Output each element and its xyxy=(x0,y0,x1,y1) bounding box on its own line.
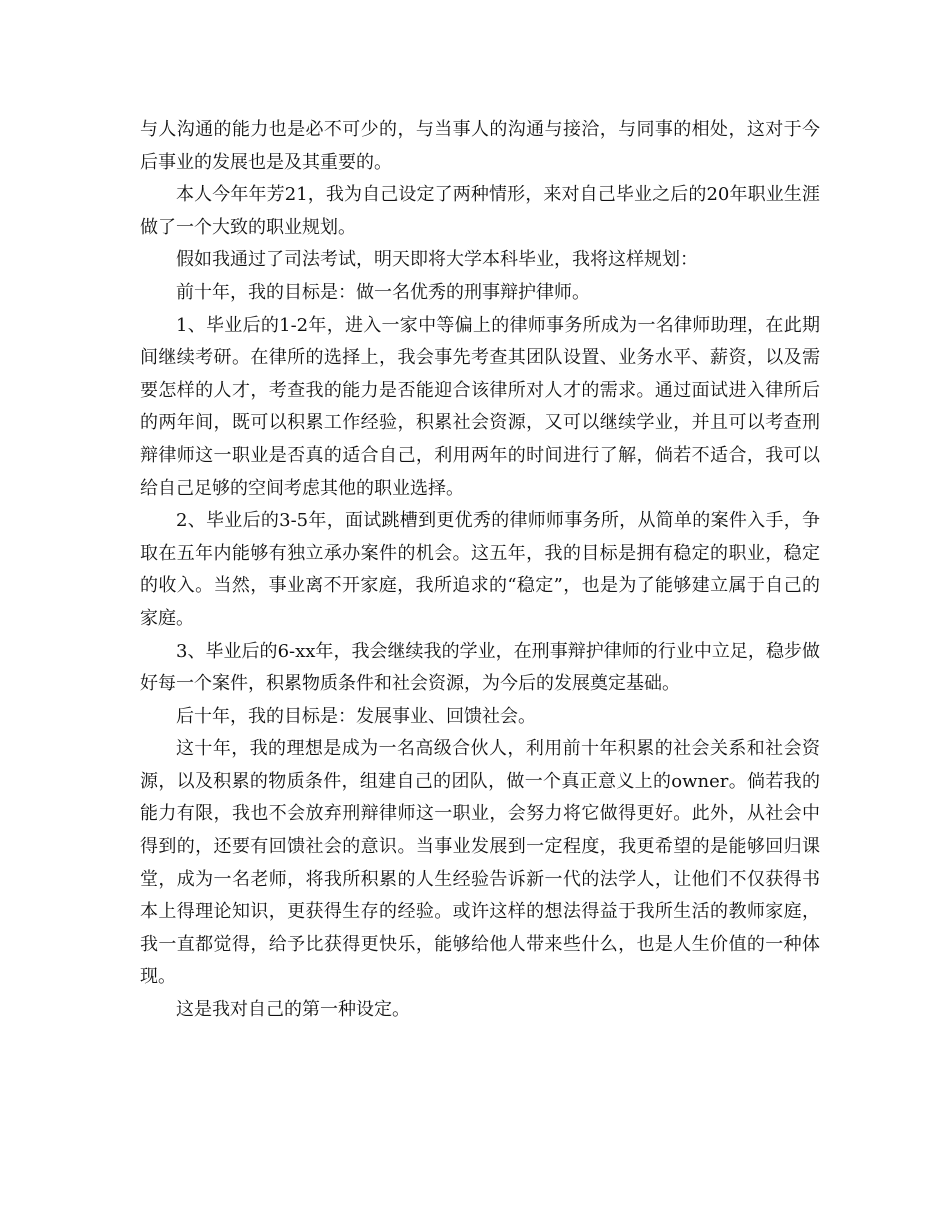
paragraph-plan-1: 1、毕业后的1-2年，进入一家中等偏上的律师事务所成为一名律师助理，在此期间继续考研。在律所的选择上，我会事先考查其团队设置、业务水平、薪资，以及需要怎样的人才，考查我的能力是否能迎合该律所对人才的需求。通过面试进入律所后的两年间，既可以积累工作经验，积累社会资源，又可以继续学业，并且可以考查刑辩律师这一职业是否真的适合自己，利用两年的时间进行了解，倘若不适合，我可以给自己足够的空间考虑其他的职业选择。 xyxy=(140,314,820,499)
document-body xyxy=(140,114,820,1027)
paragraph-assumption: 假如我通过了司法考试，明天即将大学本科毕业，我将这样规划： xyxy=(176,249,698,271)
paragraph-second-decade-goal: 后十年，我的目标是：发展事业、回馈社会。 xyxy=(176,705,536,727)
paragraph-communication: 与人沟通的能力也是必不可少的，与当事人的沟通与接洽，与同事的相处，这对于今后事业的发展也是及其重要的。 xyxy=(140,119,820,173)
paragraph-intro-age: 本人今年年芳21，我为自己设定了两种情形，来对自己毕业之后的20年职业生涯做了一个大致的职业规划。 xyxy=(140,184,820,238)
paragraph-first-decade-goal: 前十年，我的目标是：做一名优秀的刑事辩护律师。 xyxy=(176,281,590,303)
paragraph-first-setting: 这是我对自己的第一种设定。 xyxy=(176,999,410,1021)
paragraph-second-decade-detail: 这十年，我的理想是成为一名高级合伙人，利用前十年积累的社会关系和社会资源，以及积累的物质条件，组建自己的团队，做一个真正意义上的owner。倘若我的能力有限，我也不会放弃刑辩律师这一职业，会努力将它做得更好。此外，从社会中得到的，还要有回馈社会的意识。当事业发展到一定程度，我更希望的是能够回归课堂，成为一名老师，将我所积累的人生经验告诉新一代的法学人，让他们不仅获得书本上得理论知识，更获得生存的经验。或许这样的想法得益于我所生活的教师家庭，我一直都觉得，给予比获得更快乐，能够给他人带来些什么，也是人生价值的一种体现。 xyxy=(140,738,820,988)
paragraph-plan-2: 2、毕业后的3-5年，面试跳槽到更优秀的律师师事务所，从简单的案件入手，争取在五年内能够有独立承办案件的机会。这五年，我的目标是拥有稳定的职业，稳定的收入。当然，事业离不开家庭，我所追求的“稳定”，也是为了能够建立属于自己的家庭。 xyxy=(140,510,820,629)
paragraph-plan-3: 3、毕业后的6-xx年，我会继续我的学业，在刑事辩护律师的行业中立足，稳步做好每一个案件，积累物质条件和社会资源，为今后的发展奠定基础。 xyxy=(140,640,820,695)
